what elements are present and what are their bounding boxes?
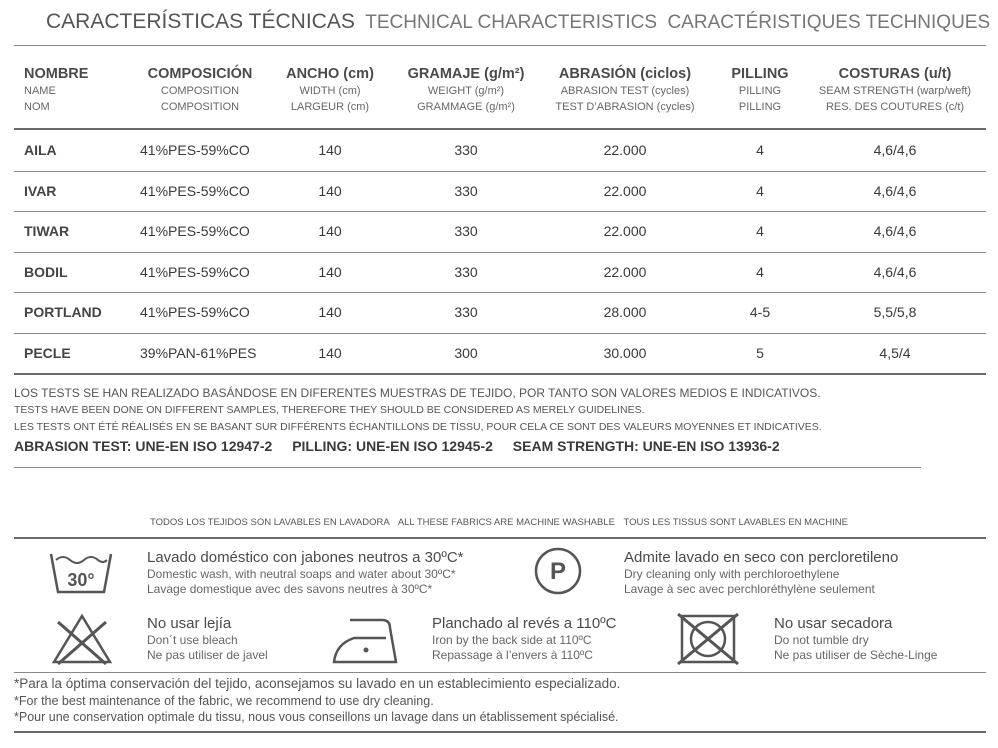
machine-en: ALL THESE FABRICS ARE MACHINE WASHABLE [397,517,615,528]
cell-name: BODIL [24,263,68,280]
col-header-composition [130,66,270,114]
table-row [14,333,986,373]
care-tumble-en: Do not tumble dry [774,633,869,647]
col-header-en: WIDTH (cm) [299,85,361,97]
care-bleach [147,615,268,662]
cell-name: AILA [24,142,57,158]
cell-composition: 41%PES-59%CO [140,223,250,239]
cell-seam: 4,6/4,6 [873,223,917,239]
col-header-name [24,66,88,114]
cell-composition: 41%PES-59%CO [140,263,250,280]
cell-pilling: 4 [756,182,764,199]
col-header-fr: RES. DES COUTURES (c/t) [825,101,965,113]
care-wash-es: Lavado doméstico con jabones neutros a 30ºC* [147,549,464,566]
table-bottom-divider [14,373,986,375]
cell-seam: 4,6/4,6 [873,263,917,280]
cell-pilling: 5 [756,344,764,361]
care-dry-clean-fr: Lavage à sec avec perchloréthylène seulement [624,582,875,596]
care-bleach-es: No usar lejía [147,615,232,632]
col-header-en: COMPOSITION [160,85,240,97]
cell-width: 140 [318,223,342,239]
col-header-fr: NOM [24,101,50,113]
cell-width: 140 [318,182,342,199]
cell-abrasion: 28.000 [603,304,647,320]
care-wash [147,549,464,596]
col-header-en: SEAM STRENGTH (warp/weft) [818,85,972,97]
care-iron [432,615,616,662]
col-header-fr: GRAMMAGE (g/m²) [417,101,515,113]
care-bleach-en: Don´t use bleach [147,633,238,647]
standard-abrasion: ABRASION TEST: UNE-EN ISO 12947-2 [14,438,273,454]
dry-clean-p-label: P [549,558,567,585]
footnote-en: *For the best maintenance of the fabric, we recommend to use dry cleaning. [14,694,434,708]
table-row [14,252,986,292]
care-wash-en: Domestic wash, with neutral soaps and water about 30ºC* [147,567,456,581]
machine-es: TODOS LOS TEJIDOS SON LAVABLES EN LAVADORA [150,517,390,528]
cell-width: 140 [318,344,342,361]
cell-abrasion: 22.000 [603,142,647,158]
note-en: TESTS HAVE BEEN DONE ON DIFFERENT SAMPLES, THEREFORE THEY SHOULD BE CONSIDERED AS MERELY GUIDELINES. [14,404,645,416]
cell-name: PECLE [24,344,71,361]
care-iron-es: Planchado al revés a 110ºC [432,615,617,632]
care-bleach-fr: Ne pas utiliser de javel [147,648,268,662]
col-header-es: GRAMAJE (g/m²) [407,66,525,82]
col-header-es: ABRASIÓN (ciclos) [558,66,692,82]
title-fr: CARACTÉRISTIQUES TECHNIQUES [667,12,991,33]
col-header-seam [806,66,984,114]
cell-abrasion: 22.000 [603,263,647,280]
care-dry-clean [624,549,898,596]
cell-weight: 330 [454,223,478,239]
col-header-weight [396,66,536,114]
cell-seam: 4,6/4,6 [873,142,917,158]
no-tumble-dry-icon [676,612,740,666]
wash-30-icon [48,548,114,596]
cell-composition: 41%PES-59%CO [140,304,250,320]
col-header-width [270,66,390,114]
cell-width: 140 [318,263,342,280]
col-header-fr: PILLING [738,101,782,113]
dry-clean-p-icon [533,546,583,596]
col-header-fr: TEST D’ABRASION (cycles) [555,101,695,113]
col-header-es: COMPOSICIÓN [147,66,253,82]
table-row [14,130,986,170]
cell-seam: 4,6/4,6 [873,182,917,199]
cell-pilling: 4 [756,263,764,280]
cell-weight: 330 [454,142,478,158]
cell-weight: 300 [454,344,478,361]
cell-weight: 330 [454,304,478,320]
cell-composition: 41%PES-59%CO [140,182,250,199]
col-header-abrasion [540,66,710,114]
care-tumble-fr: Ne pas utiliser de Sèche-Linge [774,648,938,662]
col-header-es: PILLING [731,66,789,82]
care-dry-clean-es: Admite lavado en seco con percloretileno [624,549,899,566]
cell-weight: 330 [454,182,478,199]
footnote-fr: *Pour une conservation optimale du tissu, nous vous conseillons un lavage dans un établissement spécialisé. [14,710,619,724]
note-fr: LES TESTS ONT ÉTÉ RÉALISÉS EN SE BASANT SUR DIFFÉRENTS ÉCHANTILLONS DE TISSU, POUR CELA CE SONT DES VALEURS MOYENNES ET INDICATIVES. [14,421,822,433]
note-es: LOS TESTS SE HAN REALIZADO BASÁNDOSE EN DIFERENTES MUESTRAS DE TEJIDO, POR TANTO SON VALORES MEDIOS E INDICATIVOS. [14,386,821,400]
table-row [14,211,986,251]
cell-width: 140 [318,304,342,320]
care-top-divider [14,537,986,539]
cell-abrasion: 30.000 [603,344,647,361]
title-divider [14,45,986,46]
col-header-es: ANCHO (cm) [286,66,374,82]
title-es: CARACTERÍSTICAS TÉCNICAS [46,10,355,33]
standard-pilling: PILLING: UNE-EN ISO 12945-2 [292,438,493,454]
wash-30-label: 30° [67,570,95,590]
col-header-en: ABRASION TEST (cycles) [560,85,690,97]
col-header-pilling [720,66,800,114]
care-iron-en: Iron by the back side at 110ºC [432,633,592,647]
col-header-es: COSTURAS (u/t) [838,66,952,82]
cell-pilling: 4 [756,223,764,239]
cell-pilling: 4-5 [749,304,771,320]
col-header-en: NAME [24,85,56,97]
cell-composition: 41%PES-59%CO [140,142,250,158]
no-bleach-icon [50,612,114,666]
col-header-fr: COMPOSITION [160,101,240,113]
cell-pilling: 4 [756,142,764,158]
footnote-es: *Para la óptima conservación del tejido, aconsejamos su lavado en un establecimiento especializado. [14,676,621,691]
table-row [14,292,986,332]
care-wash-fr: Lavage domestique avec des savons neutres à 30ºC* [147,582,433,596]
cell-name: TIWAR [24,223,70,239]
col-header-en: WEIGHT (g/m²) [427,85,505,97]
cell-abrasion: 22.000 [603,223,647,239]
cell-name: PORTLAND [24,304,102,320]
col-header-fr: LARGEUR (cm) [290,101,370,113]
test-standards [14,438,796,454]
col-header-es: NOMBRE [24,66,89,82]
standard-seam: SEAM STRENGTH: UNE-EN ISO 13936-2 [512,438,780,454]
cell-composition: 39%PAN-61%PES [140,344,257,361]
care-tumble-es: No usar secadora [774,615,893,632]
notes-divider [14,467,921,468]
title-en: TECHNICAL CHARACTERISTICS [365,12,657,33]
care-bottom-divider [14,672,986,673]
footer-divider [14,731,986,733]
cell-name: IVAR [24,182,57,199]
cell-weight: 330 [454,263,478,280]
table-row [14,171,986,211]
iron-icon [330,614,404,666]
care-iron-fr: Repassage à l’envers à 110ºC [432,648,593,662]
care-dry-clean-en: Dry cleaning only with perchloroethylene [624,567,840,581]
care-tumble [774,615,937,662]
machine-fr: TOUS LES TISSUS SONT LAVABLES EN MACHINE [623,517,848,528]
cell-seam: 4,5/4 [879,344,911,361]
cell-seam: 5,5/5,8 [873,304,917,320]
col-header-en: PILLING [738,85,782,97]
page-title [46,10,990,34]
cell-width: 140 [318,142,342,158]
cell-abrasion: 22.000 [603,182,647,199]
machine-washable [150,517,854,528]
